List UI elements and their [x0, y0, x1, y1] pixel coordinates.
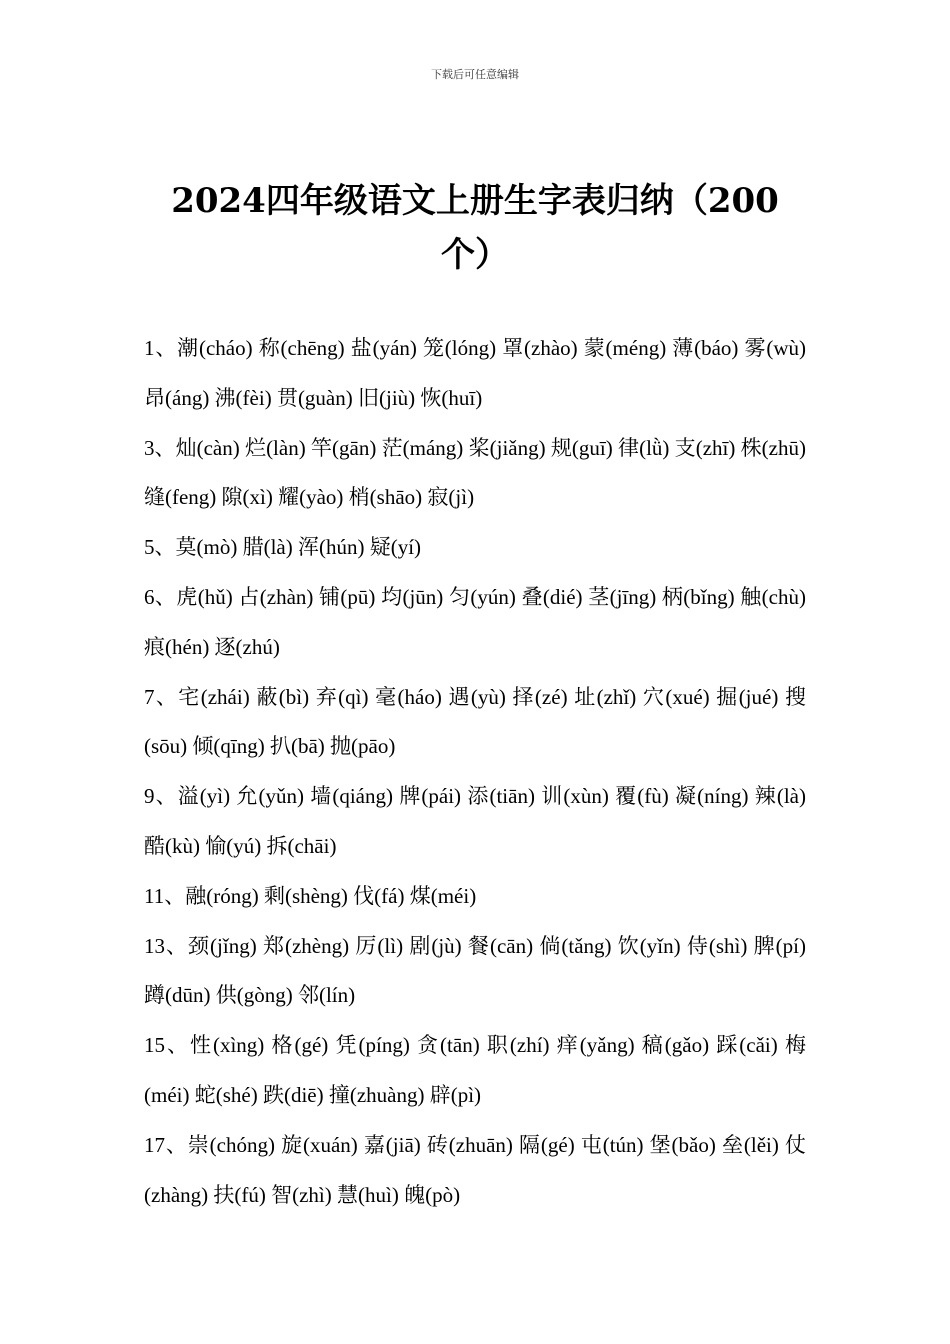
list-item: 1、潮(cháo) 称(chēng) 盐(yán) 笼(lóng) 罩(zhào) 蒙(méng) 薄(báo) 雾(wù) 昂(áng) 沸(fèi) 贯(guàn) 旧(jiù) 恢(huī) [144, 336, 806, 410]
character-list [144, 324, 806, 1220]
document-title: 2024四年级语文上册生字表归纳（200个） [171, 181, 779, 275]
page-header-note: 下载后可任意编辑 [431, 68, 519, 81]
list-item: 5、莫(mò) 腊(là) 浑(hún) 疑(yí) [144, 535, 422, 560]
list-item: 17、崇(chóng) 旋(xuán) 嘉(jiā) 砖(zhuān) 隔(gé) 屯(tún) 堡(bǎo) 垒(lěi) 仗(zhàng) 扶(fú) 智(zhì) 慧(huì) 魄(pò) [144, 1132, 806, 1207]
list-item: 11、融(róng) 剩(shèng) 伐(fá) 煤(méi) [144, 883, 477, 908]
list-item: 9、溢(yì) 允(yǔn) 墙(qiáng) 牌(pái) 添(tiān) 训(xùn) 覆(fù) 凝(níng) 辣(là) 酷(kù) 愉(yú) 拆(chāi) [144, 784, 806, 858]
list-item: 3、灿(càn) 烂(làn) 竿(gān) 茫(máng) 桨(jiǎng) 规(guī) 律(lǜ) 支(zhī) 株(zhū) 缝(feng) 隙(xì) 耀(yào) 梢(shāo) 寂(jì) [144, 435, 806, 510]
list-item: 7、宅(zhái) 蔽(bì) 弃(qì) 毫(háo) 遇(yù) 择(zé) 址(zhǐ) 穴(xué) 掘(jué) 搜(sōu) 倾(qīng) 扒(bā) 抛(pāo) [144, 684, 806, 759]
list-item: 15、性(xìng) 格(gé) 凭(píng) 贪(tān) 职(zhí) 痒(yǎng) 稿(gǎo) 踩(cǎi) 梅(méi) 蛇(shé) 跌(diē) 撞(zhuàng) 辟(pì) [144, 1033, 806, 1107]
list-item: 6、虎(hǔ) 占(zhàn) 铺(pū) 均(jūn) 匀(yún) 叠(dié) 茎(jīng) 柄(bǐng) 触(chù) 痕(hén) 逐(zhú) [144, 584, 806, 659]
list-item: 13、颈(jǐng) 郑(zhèng) 厉(lì) 剧(jù) 餐(cān) 倘(tǎng) 饮(yǐn) 侍(shì) 脾(pí) 蹲(dūn) 供(gòng) 邻(lín) [144, 933, 806, 1008]
